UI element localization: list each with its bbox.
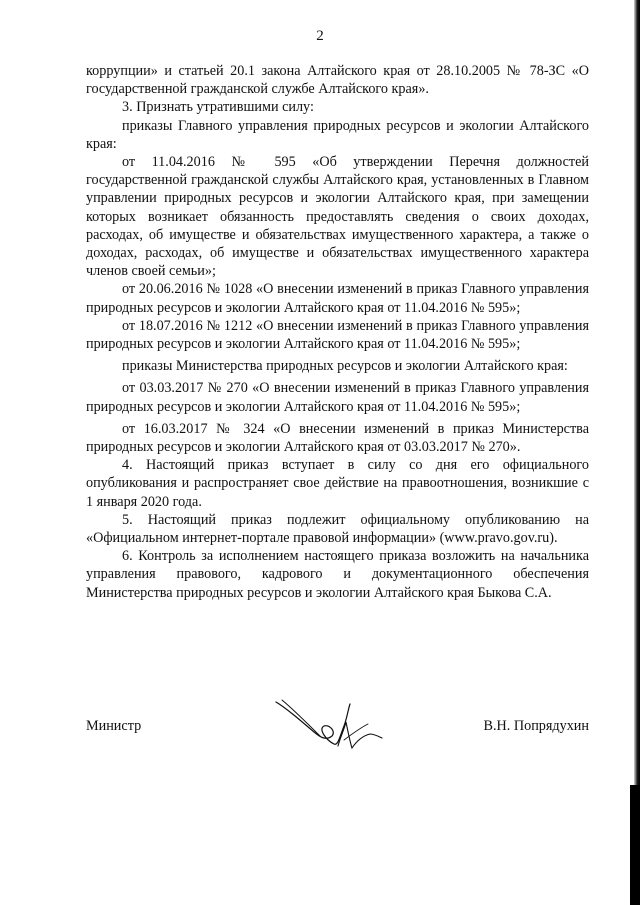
handwritten-signature: [274, 696, 384, 752]
document-body: [86, 62, 589, 602]
scan-edge-corner: [630, 785, 640, 905]
paragraph-order-1028: от 20.06.2016 № 1028 «О внесении изменений в приказ Главного управления природных ресурсов и экологии Алтайского края от 11.04.2016 № 595»;: [86, 281, 589, 316]
paragraph-orders-main-directorate: приказы Главного управления природных ресурсов и экологии Алтайского края:: [86, 117, 589, 152]
paragraph-order-595: от 11.04.2016 № 595 «Об утверждении Перечня должностей государственной гражданской службы Алтайского края, установленных в Главном управлении природных ресурсов и экологии Алтайского края, при замещении которых возникает обязанность предоставлять сведения о своих доходах, расходах, об имуществе и обязательствах имущественного характера, а также о доходах, расходах, об имуществе и обязательствах имущественного характера членов своей семьи»;: [86, 154, 589, 280]
paragraph-item-6: 6. Контроль за исполнением настоящего приказа возложить на начальника управления правового, кадрового и документационного обеспечения Министерства природных ресурсов и экологии Алтайского края Быкова С.А.: [86, 548, 589, 601]
paragraph-item-3: 3. Признать утратившими силу:: [122, 99, 314, 116]
scan-edge-shadow: [634, 0, 640, 905]
paragraph-orders-ministry: приказы Министерства природных ресурсов и экологии Алтайского края:: [122, 358, 568, 375]
paragraph-order-270: от 03.03.2017 № 270 «О внесении изменений в приказ Главного управления природных ресурсов и экологии Алтайского края от 11.04.2016 № 595»;: [86, 380, 589, 415]
page-number: 2: [316, 28, 324, 44]
paragraph-order-324: от 16.03.2017 № 324 «О внесении изменений в приказ Министерства природных ресурсов и экологии Алтайского края от 03.03.2017 № 270».: [86, 420, 589, 456]
signer-role: Министр: [86, 718, 142, 734]
signature-block: [86, 712, 589, 752]
paragraph-continuation: коррупции» и статьей 20.1 закона Алтайского края от 28.10.2005 № 78-ЗС «О государственной гражданской службе Алтайского края».: [86, 63, 589, 98]
paragraph-item-5: 5. Настоящий приказ подлежит официальному опубликованию на «Официальном интернет-портале правовой информации» (www.pravo.gov.ru).: [86, 511, 589, 547]
paragraph-order-1212: от 18.07.2016 № 1212 «О внесении изменений в приказ Главного управления природных ресурсов и экологии Алтайского края от 11.04.2016 № 595»;: [86, 317, 589, 353]
paragraph-item-4: 4. Настоящий приказ вступает в силу со дня его официального опубликования и распространяет свое действие на правоотношения, возникшие с 1 января 2020 года.: [86, 457, 589, 510]
signer-name: В.Н. Попрядухин: [483, 718, 589, 734]
